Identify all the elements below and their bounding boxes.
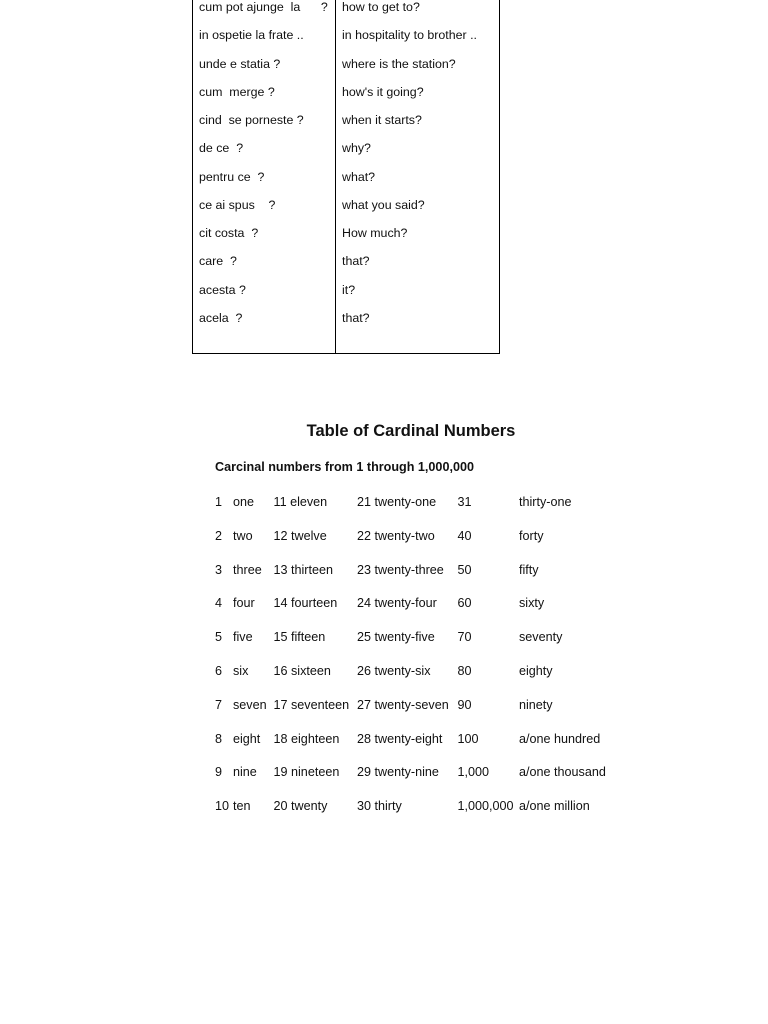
table-row — [215, 595, 639, 629]
table-row — [215, 663, 639, 697]
romanian-phrase: unde e statia ? — [199, 56, 281, 71]
table-cell: five — [233, 630, 253, 645]
english-phrase: it? — [342, 282, 356, 297]
english-phrase: how to get to? — [342, 0, 420, 14]
table-cell: 14 fourteen — [273, 596, 338, 611]
table-cell: 24 twenty-four — [357, 596, 437, 611]
table-cell: 3 — [215, 562, 223, 577]
table-row — [215, 731, 639, 765]
english-phrase: why? — [342, 141, 371, 156]
table-cell: 27 twenty-seven — [357, 697, 449, 712]
romanian-column — [193, 0, 336, 353]
romanian-phrase: cind se porneste ? — [199, 113, 304, 127]
table-row — [215, 629, 639, 663]
table-cell: 10 — [215, 799, 230, 814]
table-cell: 40 — [457, 528, 472, 543]
cardinal-numbers-table — [215, 494, 639, 832]
table-cell: a/one hundred — [519, 731, 601, 746]
table-cell: 1 — [215, 495, 223, 509]
table-row — [215, 562, 639, 596]
table-cell: 25 twenty-five — [357, 630, 435, 645]
table-cell: a/one thousand — [519, 765, 606, 780]
table-cell: thirty-one — [519, 495, 572, 509]
english-phrase: what you said? — [342, 197, 425, 212]
table-row — [215, 494, 639, 528]
english-phrase: How much? — [342, 226, 408, 240]
table-cell: 26 twenty-six — [357, 663, 431, 678]
table-cell: nine — [233, 765, 257, 780]
table-cell: two — [233, 528, 253, 543]
table-cell: 22 twenty-two — [357, 528, 435, 543]
table-cell: ten — [233, 799, 251, 814]
table-cell: 50 — [457, 562, 472, 577]
english-phrase: how's it going? — [342, 84, 424, 99]
table-cell: eighty — [519, 663, 553, 678]
table-cell: 28 twenty-eight — [357, 731, 443, 746]
table-cell: 17 seventeen — [273, 697, 350, 712]
romanian-phrase: pentru ce ? — [199, 169, 265, 184]
english-column — [336, 0, 499, 353]
english-phrase: what? — [342, 169, 376, 184]
table-cell: 60 — [457, 596, 472, 611]
table-cell: 19 nineteen — [273, 765, 340, 780]
table-cell: 7 — [215, 697, 223, 712]
phrase-table — [192, 0, 500, 354]
table-cell: forty — [519, 528, 544, 543]
table-cell: 6 — [215, 663, 223, 678]
romanian-phrase: cum merge ? — [199, 84, 275, 99]
table-cell: 30 thirty — [357, 799, 402, 814]
table-row — [215, 764, 639, 798]
table-cell: seventy — [519, 630, 563, 645]
table-row — [215, 697, 639, 731]
table-cell: six — [233, 663, 249, 678]
table-cell: 13 thirteen — [273, 562, 334, 577]
english-phrase: when it starts? — [342, 113, 422, 127]
table-cell: 11 eleven — [273, 495, 328, 509]
romanian-phrase: cum pot ajunge la ? — [199, 0, 328, 14]
romanian-phrase: acesta ? — [199, 282, 246, 297]
table-cell: 21 twenty-one — [357, 495, 437, 509]
english-phrase: that? — [342, 254, 370, 269]
table-cell: 5 — [215, 630, 223, 645]
section-subtitle: Carcinal numbers from 1 through 1,000,000 — [215, 460, 474, 474]
table-cell: four — [233, 596, 255, 611]
romanian-phrase: in ospetie la frate .. — [199, 28, 304, 43]
table-cell: 18 eighteen — [273, 731, 340, 746]
romanian-phrase: de ce ? — [199, 141, 244, 156]
table-cell: 2 — [215, 528, 223, 543]
table-cell: 12 twelve — [273, 528, 327, 543]
table-cell: 8 — [215, 731, 223, 746]
table-cell: sixty — [519, 596, 545, 611]
page-title: Table of Cardinal Numbers — [306, 422, 516, 440]
romanian-phrase: ce ai spus ? — [199, 197, 276, 212]
table-cell: 1,000 — [457, 765, 490, 780]
table-cell: 9 — [215, 765, 223, 780]
table-row — [215, 528, 639, 562]
table-cell: 20 twenty — [273, 799, 328, 814]
table-row — [215, 798, 639, 832]
romanian-phrase: care ? — [199, 254, 237, 269]
table-cell: eight — [233, 731, 261, 746]
table-cell: 15 fifteen — [273, 630, 326, 645]
table-cell: fifty — [519, 562, 539, 577]
table-cell: ninety — [519, 697, 553, 712]
table-cell: 29 twenty-nine — [357, 765, 439, 780]
table-cell: 31 — [457, 495, 472, 509]
table-cell: a/one million — [519, 799, 590, 814]
table-cell: 4 — [215, 596, 223, 611]
romanian-phrase: acela ? — [199, 310, 243, 325]
table-cell: 90 — [457, 697, 472, 712]
table-cell: 80 — [457, 663, 472, 678]
table-cell: three — [233, 562, 262, 577]
table-cell: one — [233, 495, 255, 509]
romanian-phrase: cit costa ? — [199, 226, 259, 240]
table-cell: 16 sixteen — [273, 663, 331, 678]
english-phrase: that? — [342, 310, 370, 325]
table-cell: seven — [233, 697, 267, 712]
english-phrase: in hospitality to brother .. — [342, 28, 477, 43]
table-cell: 100 — [457, 731, 479, 746]
table-cell: 1,000,000 — [457, 799, 514, 814]
english-phrase: where is the station? — [342, 56, 456, 71]
table-cell: 23 twenty-three — [357, 562, 444, 577]
table-cell: 70 — [457, 630, 472, 645]
